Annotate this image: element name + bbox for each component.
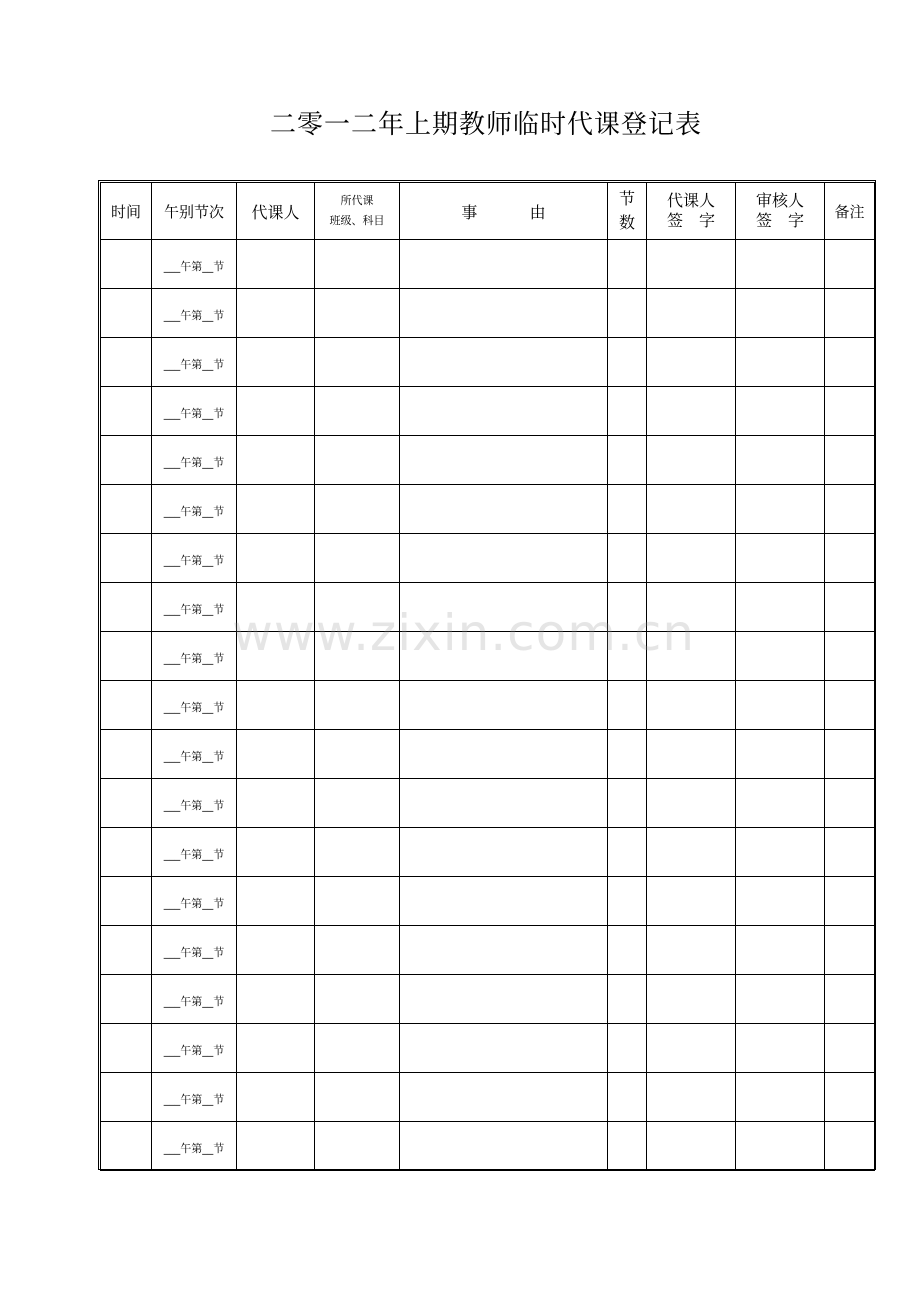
- table-row: [101, 877, 875, 926]
- header-reason-right: 由: [529, 202, 546, 222]
- reason-cell[interactable]: [400, 534, 608, 583]
- period-cell: [152, 289, 237, 338]
- count-cell[interactable]: [608, 926, 647, 975]
- period-slot-text: ___午第__节: [163, 357, 225, 371]
- substitute-cell[interactable]: [237, 240, 315, 289]
- substitute-signature-cell[interactable]: [647, 240, 736, 289]
- substitute-cell[interactable]: [237, 975, 315, 1024]
- period-slot-text: ___午第__节: [163, 504, 225, 518]
- substitute-signature-cell[interactable]: [647, 681, 736, 730]
- reason-cell[interactable]: [400, 926, 608, 975]
- table-row: [101, 534, 875, 583]
- period-slot-text: ___午第__节: [163, 308, 225, 322]
- remarks-cell[interactable]: [825, 681, 875, 730]
- time-cell[interactable]: [101, 681, 152, 730]
- reviewer-signature-cell[interactable]: [736, 1024, 825, 1073]
- period-cell: [152, 1122, 237, 1171]
- period-cell: [152, 485, 237, 534]
- period-cell: [152, 240, 237, 289]
- substitute-signature-cell[interactable]: [647, 877, 736, 926]
- table-row: [101, 828, 875, 877]
- substitute-cell[interactable]: [237, 632, 315, 681]
- remarks-cell[interactable]: [825, 1024, 875, 1073]
- period-slot-text: ___午第__节: [163, 553, 225, 567]
- class-subject-cell[interactable]: [315, 926, 400, 975]
- header-count: [608, 183, 647, 240]
- reason-cell[interactable]: [400, 240, 608, 289]
- register-table: [100, 182, 875, 1171]
- reviewer-signature-cell[interactable]: [736, 926, 825, 975]
- period-slot-text: ___午第__节: [163, 896, 225, 910]
- class-subject-cell[interactable]: [315, 828, 400, 877]
- reason-cell[interactable]: [400, 1024, 608, 1073]
- reason-cell[interactable]: [400, 1073, 608, 1122]
- period-cell: [152, 1073, 237, 1122]
- class-subject-cell[interactable]: [315, 485, 400, 534]
- time-cell[interactable]: [101, 534, 152, 583]
- substitute-cell[interactable]: [237, 1122, 315, 1171]
- reviewer-signature-cell[interactable]: [736, 289, 825, 338]
- time-cell[interactable]: [101, 387, 152, 436]
- count-cell[interactable]: [608, 681, 647, 730]
- reason-cell[interactable]: [400, 485, 608, 534]
- period-slot-text: ___午第__节: [163, 602, 225, 616]
- class-subject-cell[interactable]: [315, 387, 400, 436]
- reviewer-signature-cell[interactable]: [736, 681, 825, 730]
- reviewer-signature-cell[interactable]: [736, 436, 825, 485]
- time-cell[interactable]: [101, 1073, 152, 1122]
- reviewer-signature-cell[interactable]: [736, 877, 825, 926]
- count-cell[interactable]: [608, 240, 647, 289]
- reviewer-signature-cell[interactable]: [736, 632, 825, 681]
- reviewer-signature-cell[interactable]: [736, 387, 825, 436]
- table-row: [101, 338, 875, 387]
- header-reviewer-signature: [736, 183, 825, 240]
- substitute-cell[interactable]: [237, 828, 315, 877]
- table-row: [101, 779, 875, 828]
- reviewer-signature-cell[interactable]: [736, 779, 825, 828]
- count-cell[interactable]: [608, 338, 647, 387]
- period-slot-text: ___午第__节: [163, 994, 225, 1008]
- period-slot-text: ___午第__节: [163, 455, 225, 469]
- time-cell[interactable]: [101, 877, 152, 926]
- period-slot-text: ___午第__节: [163, 700, 225, 714]
- reason-cell[interactable]: [400, 387, 608, 436]
- reviewer-signature-cell[interactable]: [736, 828, 825, 877]
- substitute-signature-cell[interactable]: [647, 289, 736, 338]
- header-reason: [400, 183, 608, 240]
- table-row: [101, 485, 875, 534]
- remarks-cell[interactable]: [825, 1122, 875, 1171]
- period-slot-text: ___午第__节: [163, 1092, 225, 1106]
- substitute-cell[interactable]: [237, 436, 315, 485]
- substitute-signature-cell[interactable]: [647, 338, 736, 387]
- reviewer-signature-cell[interactable]: [736, 730, 825, 779]
- remarks-cell[interactable]: [825, 289, 875, 338]
- remarks-cell[interactable]: [825, 387, 875, 436]
- reason-cell[interactable]: [400, 779, 608, 828]
- header-count-line1: 节: [618, 189, 635, 208]
- period-cell: [152, 828, 237, 877]
- count-cell[interactable]: [608, 779, 647, 828]
- reviewer-signature-cell[interactable]: [736, 583, 825, 632]
- table-row: [101, 926, 875, 975]
- register-table-frame: [98, 180, 876, 1170]
- time-cell[interactable]: [101, 338, 152, 387]
- reviewer-signature-cell[interactable]: [736, 534, 825, 583]
- header-row: [101, 183, 875, 240]
- substitute-cell[interactable]: [237, 877, 315, 926]
- page-title: 二零一二年上期教师临时代课登记表: [269, 110, 702, 140]
- class-subject-cell[interactable]: [315, 1073, 400, 1122]
- table-row: [101, 730, 875, 779]
- time-cell[interactable]: [101, 975, 152, 1024]
- reviewer-signature-cell[interactable]: [736, 1122, 825, 1171]
- time-cell[interactable]: [101, 289, 152, 338]
- table-row: [101, 681, 875, 730]
- period-cell: [152, 926, 237, 975]
- class-subject-cell[interactable]: [315, 632, 400, 681]
- remarks-cell[interactable]: [825, 534, 875, 583]
- time-cell[interactable]: [101, 240, 152, 289]
- period-cell: [152, 583, 237, 632]
- header-reviewer-signature-line2: 签 字: [755, 211, 804, 230]
- time-cell[interactable]: [101, 485, 152, 534]
- substitute-signature-cell[interactable]: [647, 828, 736, 877]
- period-cell: [152, 338, 237, 387]
- reviewer-signature-cell[interactable]: [736, 485, 825, 534]
- header-substitute-signature-line2: 签 字: [666, 211, 715, 230]
- time-cell[interactable]: [101, 1024, 152, 1073]
- reviewer-signature-cell[interactable]: [736, 240, 825, 289]
- class-subject-cell[interactable]: [315, 240, 400, 289]
- period-cell: [152, 1024, 237, 1073]
- remarks-cell[interactable]: [825, 240, 875, 289]
- period-slot-text: ___午第__节: [163, 1141, 225, 1155]
- substitute-signature-cell[interactable]: [647, 730, 736, 779]
- count-cell[interactable]: [608, 632, 647, 681]
- substitute-cell[interactable]: [237, 289, 315, 338]
- count-cell[interactable]: [608, 1122, 647, 1171]
- remarks-cell[interactable]: [825, 436, 875, 485]
- period-slot-text: ___午第__节: [163, 651, 225, 665]
- table-row: [101, 1122, 875, 1171]
- period-cell: [152, 877, 237, 926]
- header-period: 午别节次: [152, 183, 237, 240]
- time-cell[interactable]: [101, 730, 152, 779]
- substitute-cell[interactable]: [237, 1073, 315, 1122]
- substitute-cell[interactable]: [237, 1024, 315, 1073]
- count-cell[interactable]: [608, 485, 647, 534]
- header-time: 时间: [101, 183, 152, 240]
- substitute-signature-cell[interactable]: [647, 1073, 736, 1122]
- remarks-cell[interactable]: [825, 926, 875, 975]
- substitute-signature-cell[interactable]: [647, 926, 736, 975]
- class-subject-cell[interactable]: [315, 730, 400, 779]
- reason-cell[interactable]: [400, 828, 608, 877]
- remarks-cell[interactable]: [825, 877, 875, 926]
- period-cell: [152, 632, 237, 681]
- count-cell[interactable]: [608, 1024, 647, 1073]
- count-cell[interactable]: [608, 877, 647, 926]
- class-subject-cell[interactable]: [315, 583, 400, 632]
- count-cell[interactable]: [608, 534, 647, 583]
- table-row: [101, 240, 875, 289]
- remarks-cell[interactable]: [825, 1073, 875, 1122]
- count-cell[interactable]: [608, 289, 647, 338]
- header-class-subject-line1: 所代课: [340, 194, 374, 207]
- class-subject-cell[interactable]: [315, 1024, 400, 1073]
- period-cell: [152, 975, 237, 1024]
- time-cell[interactable]: [101, 779, 152, 828]
- table-row: [101, 583, 875, 632]
- table-body: [101, 240, 875, 1171]
- class-subject-cell[interactable]: [315, 779, 400, 828]
- reason-cell[interactable]: [400, 730, 608, 779]
- substitute-signature-cell[interactable]: [647, 534, 736, 583]
- period-slot-text: ___午第__节: [163, 847, 225, 861]
- substitute-signature-cell[interactable]: [647, 436, 736, 485]
- table-row: [101, 1024, 875, 1073]
- table-row: [101, 975, 875, 1024]
- class-subject-cell[interactable]: [315, 975, 400, 1024]
- remarks-cell[interactable]: [825, 632, 875, 681]
- reason-cell[interactable]: [400, 338, 608, 387]
- substitute-signature-cell[interactable]: [647, 975, 736, 1024]
- time-cell[interactable]: [101, 436, 152, 485]
- remarks-cell[interactable]: [825, 828, 875, 877]
- count-cell[interactable]: [608, 387, 647, 436]
- period-cell: [152, 534, 237, 583]
- count-cell[interactable]: [608, 828, 647, 877]
- class-subject-cell[interactable]: [315, 534, 400, 583]
- header-reason-left: 事: [461, 202, 478, 222]
- reason-cell[interactable]: [400, 436, 608, 485]
- substitute-cell[interactable]: [237, 387, 315, 436]
- class-subject-cell[interactable]: [315, 1122, 400, 1171]
- period-cell: [152, 681, 237, 730]
- substitute-signature-cell[interactable]: [647, 1024, 736, 1073]
- class-subject-cell[interactable]: [315, 289, 400, 338]
- period-slot-text: ___午第__节: [163, 749, 225, 763]
- class-subject-cell[interactable]: [315, 877, 400, 926]
- period-cell: [152, 779, 237, 828]
- count-cell[interactable]: [608, 1073, 647, 1122]
- substitute-cell[interactable]: [237, 485, 315, 534]
- reason-cell[interactable]: [400, 632, 608, 681]
- remarks-cell[interactable]: [825, 779, 875, 828]
- substitute-signature-cell[interactable]: [647, 485, 736, 534]
- reviewer-signature-cell[interactable]: [736, 975, 825, 1024]
- time-cell[interactable]: [101, 583, 152, 632]
- count-cell[interactable]: [608, 583, 647, 632]
- substitute-cell[interactable]: [237, 779, 315, 828]
- remarks-cell[interactable]: [825, 338, 875, 387]
- substitute-cell[interactable]: [237, 534, 315, 583]
- substitute-signature-cell[interactable]: [647, 1122, 736, 1171]
- substitute-cell[interactable]: [237, 926, 315, 975]
- table-row: [101, 289, 875, 338]
- table-row: [101, 1073, 875, 1122]
- substitute-cell[interactable]: [237, 681, 315, 730]
- substitute-signature-cell[interactable]: [647, 583, 736, 632]
- period-slot-text: ___午第__节: [163, 1043, 225, 1057]
- period-cell: [152, 436, 237, 485]
- reason-cell[interactable]: [400, 681, 608, 730]
- remarks-cell[interactable]: [825, 730, 875, 779]
- reviewer-signature-cell[interactable]: [736, 1073, 825, 1122]
- reason-cell[interactable]: [400, 975, 608, 1024]
- time-cell[interactable]: [101, 1122, 152, 1171]
- header-class-subject: [315, 183, 400, 240]
- period-slot-text: ___午第__节: [163, 259, 225, 273]
- remarks-cell[interactable]: [825, 485, 875, 534]
- reason-cell[interactable]: [400, 1122, 608, 1171]
- period-slot-text: ___午第__节: [163, 798, 225, 812]
- header-reviewer-signature-line1: 审核人: [755, 191, 804, 210]
- reviewer-signature-cell[interactable]: [736, 338, 825, 387]
- time-cell[interactable]: [101, 632, 152, 681]
- substitute-cell[interactable]: [237, 338, 315, 387]
- reason-cell[interactable]: [400, 877, 608, 926]
- reason-cell[interactable]: [400, 583, 608, 632]
- header-substitute-signature: [647, 183, 736, 240]
- header-count-line2: 数: [618, 213, 635, 232]
- substitute-cell[interactable]: [237, 583, 315, 632]
- reason-cell[interactable]: [400, 289, 608, 338]
- substitute-signature-cell[interactable]: [647, 779, 736, 828]
- time-cell[interactable]: [101, 926, 152, 975]
- remarks-cell[interactable]: [825, 583, 875, 632]
- header-class-subject-line2: 班级、科目: [329, 214, 385, 227]
- period-slot-text: ___午第__节: [163, 406, 225, 420]
- period-cell: [152, 387, 237, 436]
- table-row: [101, 632, 875, 681]
- substitute-cell[interactable]: [237, 730, 315, 779]
- count-cell[interactable]: [608, 730, 647, 779]
- count-cell[interactable]: [608, 436, 647, 485]
- table-row: [101, 436, 875, 485]
- class-subject-cell[interactable]: [315, 338, 400, 387]
- substitute-signature-cell[interactable]: [647, 632, 736, 681]
- watermark: www.zixin.com.cn: [232, 604, 696, 662]
- time-cell[interactable]: [101, 828, 152, 877]
- header-substitute: 代课人: [237, 183, 315, 240]
- class-subject-cell[interactable]: [315, 436, 400, 485]
- substitute-signature-cell[interactable]: [647, 387, 736, 436]
- header-remarks: 备注: [825, 183, 875, 240]
- header-substitute-signature-line1: 代课人: [666, 191, 715, 210]
- remarks-cell[interactable]: [825, 975, 875, 1024]
- period-slot-text: ___午第__节: [163, 945, 225, 959]
- period-cell: [152, 730, 237, 779]
- class-subject-cell[interactable]: [315, 681, 400, 730]
- table-row: [101, 387, 875, 436]
- count-cell[interactable]: [608, 975, 647, 1024]
